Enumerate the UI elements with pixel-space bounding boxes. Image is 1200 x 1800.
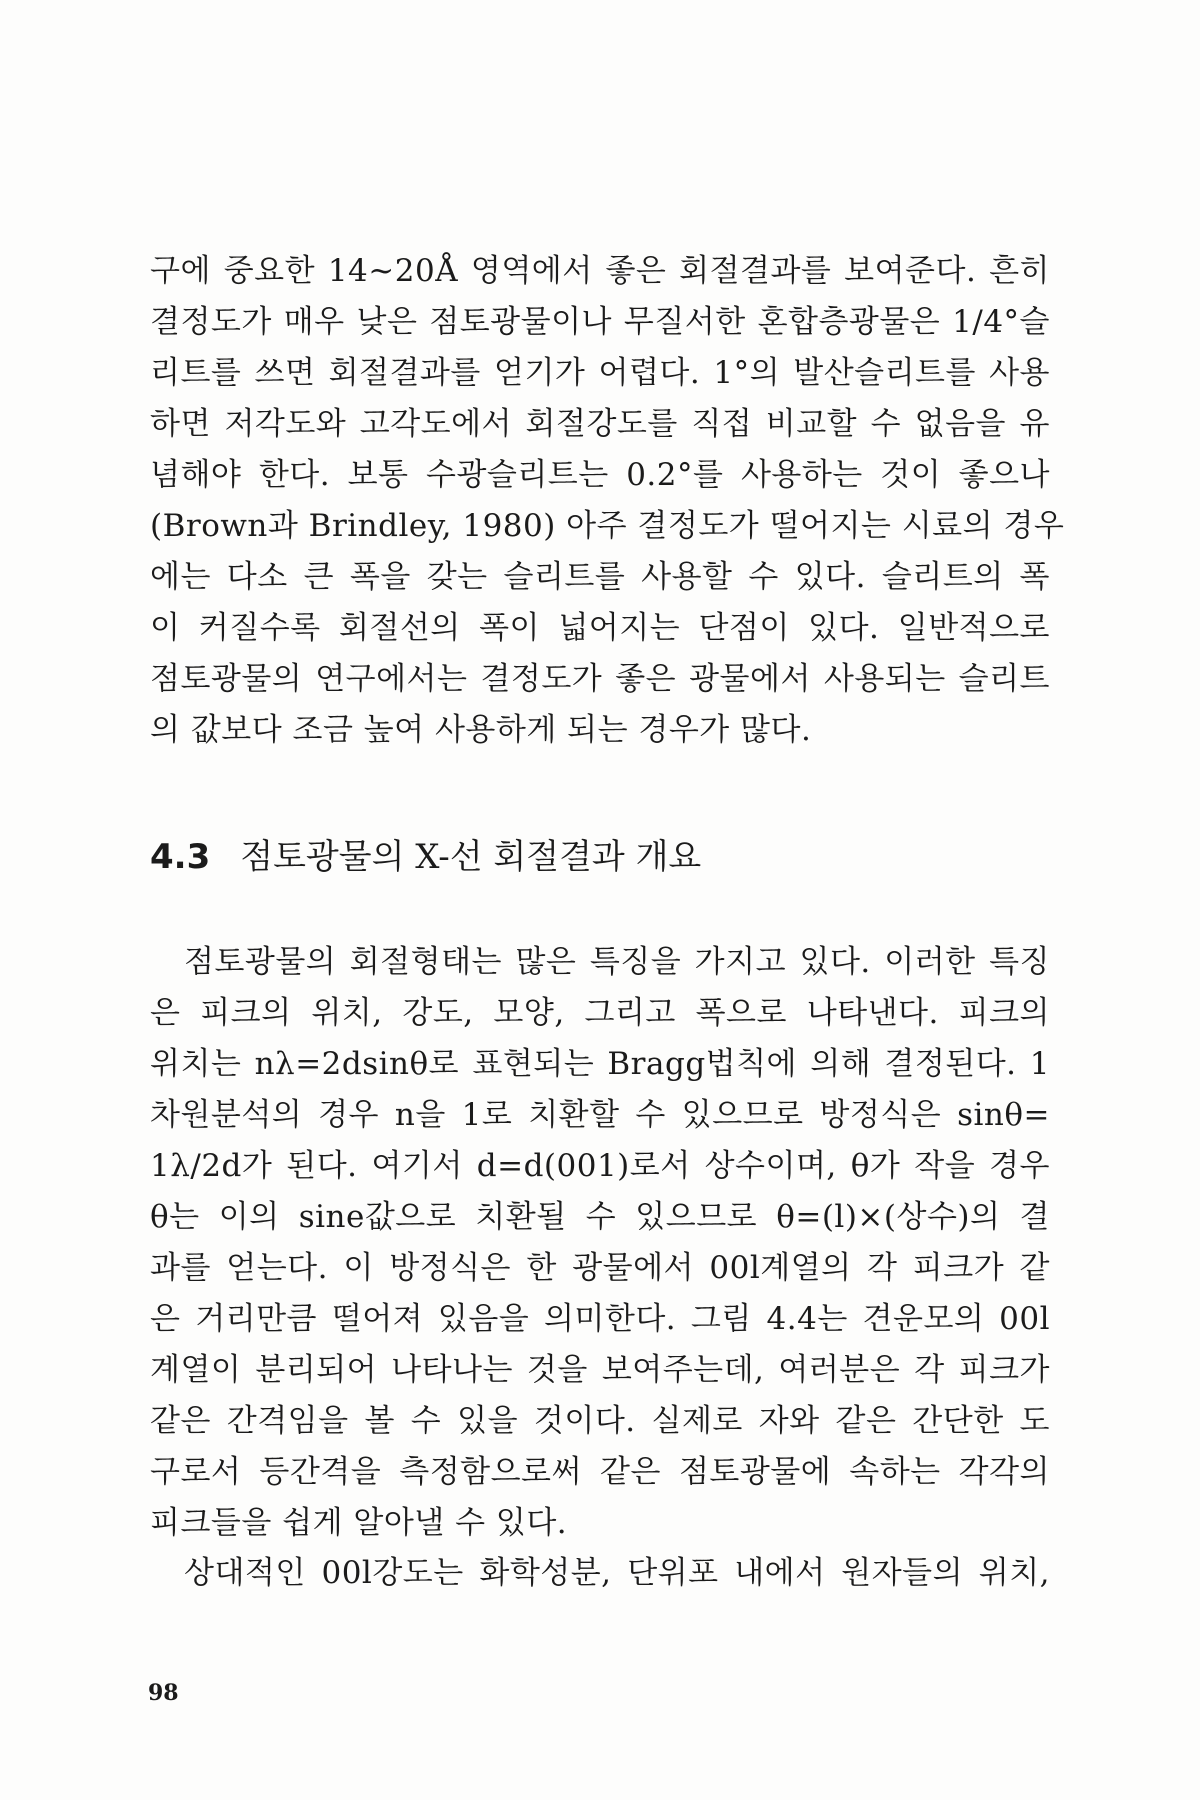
section-number: 4.3 (150, 837, 211, 877)
paragraph-line: 위치는 nλ=2dsinθ로 표현되는 Bragg법칙에 의해 결정된다. 1 (150, 1046, 1050, 1082)
paragraph-line: 점토광물의 회절형태는 많은 특징을 가지고 있다. 이러한 특징 (184, 944, 1050, 980)
paragraph-line: 점토광물의 연구에서는 결정도가 좋은 광물에서 사용되는 슬리트 (150, 661, 1050, 697)
section-heading (150, 832, 701, 882)
paragraph-diffraction-overview (150, 937, 1050, 1549)
paragraph-line: 념해야 한다. 보통 수광슬리트는 0.2°를 사용하는 것이 좋으나 (150, 457, 1050, 493)
paragraph-line: 구에 중요한 14~20Å 영역에서 좋은 회절결과를 보여준다. 흔히 (150, 253, 1050, 289)
paragraph-line: 의 값보다 조금 높여 사용하게 되는 경우가 많다. (150, 712, 812, 748)
paragraph-line: 차원분석의 경우 n을 1로 치환할 수 있으므로 방정식은 sinθ= (150, 1097, 1050, 1133)
paragraph-line: 은 거리만큼 떨어져 있음을 의미한다. 그림 4.4는 견운모의 00l (150, 1301, 1050, 1337)
paragraph-line: 에는 다소 큰 폭을 갖는 슬리트를 사용할 수 있다. 슬리트의 폭 (150, 559, 1050, 595)
paragraph-line: 과를 얻는다. 이 방정식은 한 광물에서 00l계열의 각 피크가 같 (150, 1250, 1050, 1286)
paragraph-line: 하면 저각도와 고각도에서 회절강도를 직접 비교할 수 없음을 유 (150, 406, 1050, 442)
paragraph-line: 계열이 분리되어 나타나는 것을 보여주는데, 여러분은 각 피크가 (150, 1352, 1050, 1388)
paragraph-slit-usage (150, 246, 1065, 756)
page-number: 98 (148, 1680, 179, 1706)
paragraph-line: 구로서 등간격을 측정함으로써 같은 점토광물에 속하는 각각의 (150, 1454, 1050, 1490)
paragraph-line: 피크들을 쉽게 알아낼 수 있다. (150, 1505, 568, 1541)
paragraph-line: 은 피크의 위치, 강도, 모양, 그리고 폭으로 나타낸다. 피크의 (150, 995, 1050, 1031)
paragraph-line: θ는 이의 sine값으로 치환될 수 있으므로 θ=(l)×(상수)의 결 (150, 1199, 1050, 1235)
paragraph-line: 리트를 쓰면 회절결과를 얻기가 어렵다. 1°의 발산슬리트를 사용 (150, 355, 1050, 391)
section-title: 점토광물의 X-선 회절결과 개요 (240, 837, 702, 877)
paragraph-line: 결정도가 매우 낮은 점토광물이나 무질서한 혼합층광물은 1/4°슬 (150, 304, 1050, 340)
paragraph-relative-intensity (150, 1548, 1050, 1599)
paragraph-line: 상대적인 00l강도는 화학성분, 단위포 내에서 원자들의 위치, (184, 1555, 1050, 1591)
paragraph-line: 이 커질수록 회절선의 폭이 넓어지는 단점이 있다. 일반적으로 (150, 610, 1050, 646)
paragraph-line: 같은 간격임을 볼 수 있을 것이다. 실제로 자와 같은 간단한 도 (150, 1403, 1050, 1439)
paragraph-line: 1λ/2d가 된다. 여기서 d=d(001)로서 상수이며, θ가 작을 경우 (150, 1148, 1050, 1184)
paragraph-line: (Brown과 Brindley, 1980) 아주 결정도가 떨어지는 시료의 경우 (150, 508, 1065, 544)
